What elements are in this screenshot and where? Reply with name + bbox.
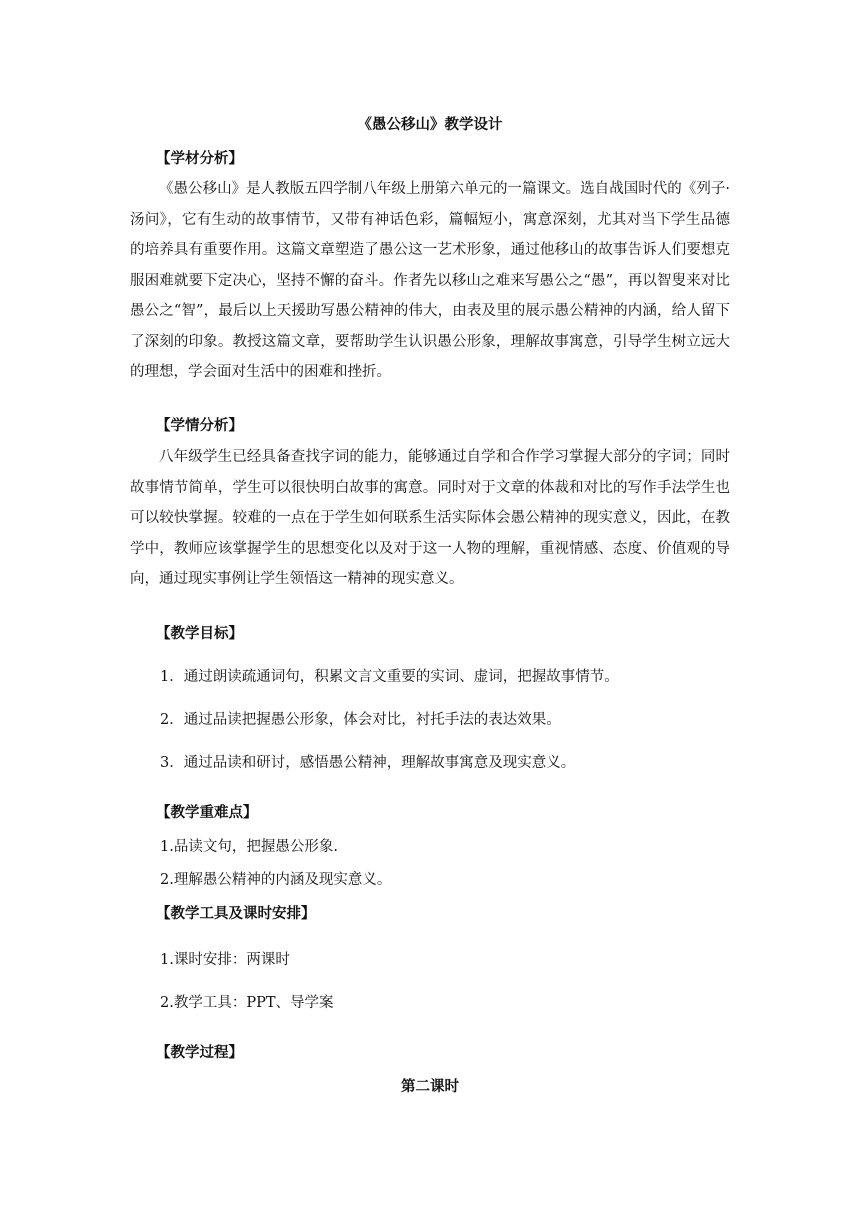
key-point-item: 1.品读文句，把握愚公形象. (160, 839, 338, 855)
student-analysis-heading: 【学情分析】 (156, 417, 243, 434)
objectives-heading: 【教学目标】 (156, 625, 243, 642)
process-subheading: 第二课时 (401, 1078, 459, 1095)
material-analysis-paragraph: 《愚公移山》是人教版五四学制八年级上册第六单元的一篇课文。选自战国时代的《列子·汤问》，它有生动的故事情节，又带有神话色彩，篇幅短小，寓意深刻，尤其对当下学生品德的培养具有重要作用。这篇文章塑造了愚公这一艺术形象，通过他移山的故事告诉人们要想克服困难就要下定决心，坚持不懈的奋斗。作者先以移山之难来写愚公之“愚”，再以智叟来对比愚公之“智”，最后以上天援助写愚公精神的伟大，由表及里的展示愚公精神的内涵，给人留下了深刻的印象。教授这篇文章，要帮助学生认识愚公形象，理解故事寓意，引导学生树立远大的理想，学会面对生活中的困难和挫折。 (130, 181, 730, 380)
tools-item: 2.教学工具：PPT、导学案 (160, 995, 334, 1011)
objective-item: 2．通过品读把握愚公形象，体会对比，衬托手法的表达效果。 (160, 712, 561, 728)
key-point-item: 2.理解愚公精神的内涵及现实意义。 (160, 872, 392, 888)
tools-item: 1.课时安排：两课时 (160, 952, 290, 968)
student-analysis-paragraph: 八年级学生已经具备查找字词的能力，能够通过自学和合作学习掌握大部分的字词；同时故事情节简单，学生可以很快明白故事的寓意。同时对于文章的体裁和对比的写作手法学生也可以较快掌握。较难的一点在于学生如何联系生活实际体会愚公精神的现实意义，因此，在教学中，教师应该掌握学生的思想变化以及对于这一人物的理解，重视情感、态度、价值观的导向，通过现实事例让学生领悟这一精神的现实意义。 (130, 449, 730, 587)
objective-item: 1．通过朗读疏通词句，积累文言文重要的实词、虚词，把握故事情节。 (160, 669, 619, 685)
objective-item: 3．通过品读和研讨，感悟愚公精神，理解故事寓意及现实意义。 (160, 755, 576, 771)
key-points-heading: 【教学重难点】 (156, 804, 258, 821)
tools-heading: 【教学工具及课时安排】 (156, 905, 316, 922)
material-analysis-heading: 【学材分析】 (156, 150, 243, 167)
document-title: 《愚公移山》教学设计 (357, 116, 503, 133)
process-heading: 【教学过程】 (156, 1044, 243, 1061)
